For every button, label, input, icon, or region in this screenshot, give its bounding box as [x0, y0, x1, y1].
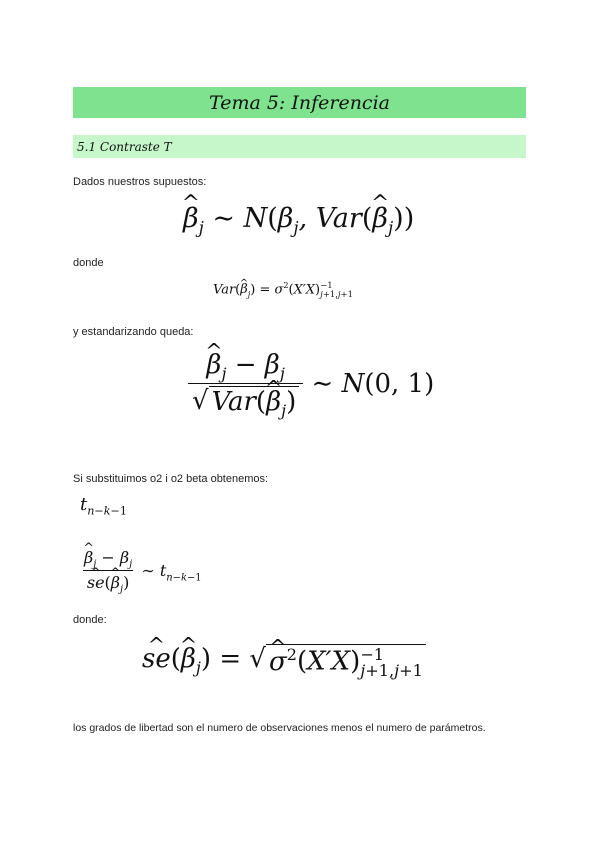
- paragraph-donde: donde: [73, 257, 104, 269]
- section-heading: 5.1 Contraste T: [77, 139, 172, 154]
- section-bar: [73, 135, 526, 158]
- page-title: Tema 5: Inferencia: [209, 91, 390, 114]
- equation-beta-distribution: ^ $\beta_j$ ∼ $N(\beta_j$, Var(^ $\beta_j$)): [183, 203, 414, 237]
- equation-t-statistic: ^ $\beta_j - \beta_j$ ^ se(^ $\beta_j$) ∼ $t_{n-k-1}$: [80, 548, 202, 595]
- paragraph-substitute: Si substituimos o2 i o2 beta obtenemos:: [73, 473, 269, 485]
- equation-t-distribution: $t_{n-k-1}$: [80, 494, 127, 518]
- equation-standardized: ^ $\beta_j - \beta_j$ √ Var(^ $\beta_j$) ∼ N(0, 1): [188, 350, 434, 420]
- paragraph-assumptions: Dados nuestros supuestos:: [73, 176, 207, 188]
- title-bar: [73, 87, 526, 118]
- equation-standard-error: ^ se(^ $\beta_j$) = √ ^ $\sigma^2(X'X)$ −1 j+1,j+1: [142, 644, 426, 679]
- paragraph-standardizing: y estandarizando queda:: [73, 326, 194, 338]
- paragraph-degrees-of-freedom: los grados de libertad son el numero de observaciones menos el numero de parámetros.: [73, 722, 486, 734]
- equation-variance: Var(^ $\beta_j) = \sigma^2(X'X)$ −1 j+1,j+1: [213, 281, 353, 299]
- paragraph-donde-2: donde:: [73, 614, 107, 626]
